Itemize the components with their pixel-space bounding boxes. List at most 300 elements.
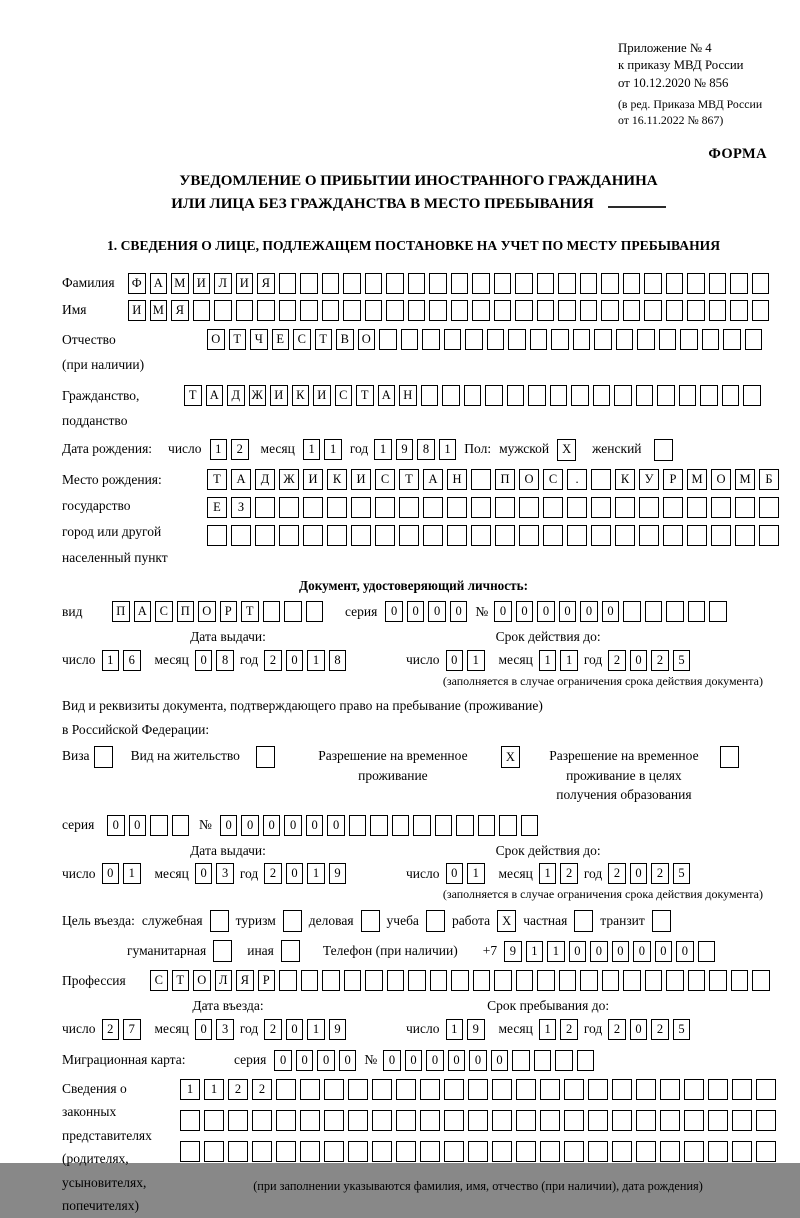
form-cell[interactable]: У bbox=[639, 469, 659, 490]
form-cell[interactable] bbox=[150, 815, 168, 836]
form-cell[interactable] bbox=[279, 273, 297, 294]
form-cell[interactable]: 2 bbox=[102, 1019, 120, 1040]
form-cell[interactable]: 0 bbox=[446, 650, 464, 671]
form-cell[interactable] bbox=[300, 1110, 320, 1131]
form-cell[interactable]: 0 bbox=[426, 1050, 444, 1071]
form-cell[interactable] bbox=[279, 497, 299, 518]
form-cell[interactable] bbox=[636, 1079, 656, 1100]
form-cell[interactable] bbox=[644, 300, 662, 321]
form-cell[interactable] bbox=[172, 815, 190, 836]
form-cell[interactable]: 0 bbox=[633, 941, 651, 962]
form-cell[interactable] bbox=[512, 1050, 530, 1071]
form-cell[interactable] bbox=[420, 1110, 440, 1131]
form-cell[interactable]: И bbox=[313, 385, 331, 406]
form-cell[interactable] bbox=[408, 970, 426, 991]
form-cell[interactable] bbox=[534, 1050, 552, 1071]
form-cell[interactable]: 0 bbox=[263, 815, 281, 836]
form-cell[interactable] bbox=[351, 525, 371, 546]
form-cell[interactable]: Н bbox=[447, 469, 467, 490]
form-cell[interactable] bbox=[732, 1141, 752, 1162]
form-cell[interactable] bbox=[471, 469, 491, 490]
form-cell[interactable] bbox=[550, 385, 568, 406]
form-cell[interactable]: И bbox=[351, 469, 371, 490]
form-cell[interactable] bbox=[180, 1141, 200, 1162]
form-cell[interactable]: 0 bbox=[537, 601, 555, 622]
form-cell[interactable] bbox=[580, 300, 598, 321]
purpose-humanitarian-checkbox[interactable] bbox=[213, 940, 232, 962]
form-cell[interactable] bbox=[612, 1079, 632, 1100]
form-cell[interactable] bbox=[708, 1110, 728, 1131]
form-cell[interactable] bbox=[207, 525, 227, 546]
form-cell[interactable]: 2 bbox=[560, 1019, 578, 1040]
form-cell[interactable] bbox=[580, 970, 598, 991]
form-cell[interactable] bbox=[752, 300, 770, 321]
form-cell[interactable]: 0 bbox=[630, 650, 648, 671]
form-cell[interactable] bbox=[660, 1141, 680, 1162]
form-cell[interactable] bbox=[602, 970, 620, 991]
form-cell[interactable]: 0 bbox=[450, 601, 468, 622]
form-cell[interactable]: 0 bbox=[286, 1019, 304, 1040]
form-cell[interactable] bbox=[759, 497, 779, 518]
form-cell[interactable] bbox=[257, 300, 275, 321]
form-cell[interactable]: О bbox=[711, 469, 731, 490]
form-cell[interactable]: А bbox=[378, 385, 396, 406]
form-cell[interactable] bbox=[745, 329, 763, 350]
form-cell[interactable]: 1 bbox=[102, 650, 120, 671]
form-cell[interactable]: 0 bbox=[469, 1050, 487, 1071]
form-cell[interactable] bbox=[444, 329, 462, 350]
form-cell[interactable] bbox=[396, 1110, 416, 1131]
form-cell[interactable]: А bbox=[423, 469, 443, 490]
form-cell[interactable]: Д bbox=[227, 385, 245, 406]
form-cell[interactable] bbox=[351, 497, 371, 518]
form-cell[interactable] bbox=[660, 1110, 680, 1131]
form-cell[interactable] bbox=[684, 1110, 704, 1131]
form-cell[interactable] bbox=[451, 970, 469, 991]
form-cell[interactable] bbox=[679, 385, 697, 406]
form-cell[interactable]: 3 bbox=[216, 863, 234, 884]
form-cell[interactable]: О bbox=[198, 601, 216, 622]
form-cell[interactable] bbox=[623, 970, 641, 991]
form-cell[interactable]: Н bbox=[399, 385, 417, 406]
form-cell[interactable]: М bbox=[735, 469, 755, 490]
form-cell[interactable] bbox=[494, 273, 512, 294]
form-cell[interactable] bbox=[601, 300, 619, 321]
residence-permit-checkbox[interactable] bbox=[256, 746, 275, 768]
form-cell[interactable]: 0 bbox=[286, 863, 304, 884]
form-cell[interactable]: 0 bbox=[306, 815, 324, 836]
form-cell[interactable]: С bbox=[293, 329, 311, 350]
form-cell[interactable]: 0 bbox=[107, 815, 125, 836]
form-cell[interactable] bbox=[322, 300, 340, 321]
form-cell[interactable] bbox=[348, 1141, 368, 1162]
form-cell[interactable]: Т bbox=[229, 329, 247, 350]
form-cell[interactable] bbox=[322, 970, 340, 991]
form-cell[interactable] bbox=[687, 497, 707, 518]
form-cell[interactable] bbox=[324, 1141, 344, 1162]
form-cell[interactable]: 5 bbox=[673, 863, 691, 884]
form-cell[interactable]: И bbox=[303, 469, 323, 490]
form-cell[interactable] bbox=[322, 273, 340, 294]
form-cell[interactable] bbox=[300, 1079, 320, 1100]
form-cell[interactable] bbox=[528, 385, 546, 406]
form-cell[interactable] bbox=[680, 329, 698, 350]
form-cell[interactable] bbox=[521, 815, 539, 836]
form-cell[interactable] bbox=[442, 385, 460, 406]
form-cell[interactable] bbox=[396, 1079, 416, 1100]
form-cell[interactable] bbox=[306, 601, 324, 622]
form-cell[interactable] bbox=[349, 815, 367, 836]
form-cell[interactable]: Т bbox=[315, 329, 333, 350]
form-cell[interactable]: 0 bbox=[102, 863, 120, 884]
form-cell[interactable]: 8 bbox=[329, 650, 347, 671]
form-cell[interactable] bbox=[708, 1141, 728, 1162]
form-cell[interactable] bbox=[723, 329, 741, 350]
visa-checkbox[interactable] bbox=[94, 746, 113, 768]
form-cell[interactable]: 8 bbox=[216, 650, 234, 671]
form-cell[interactable]: . bbox=[567, 469, 587, 490]
form-cell[interactable] bbox=[343, 300, 361, 321]
form-cell[interactable] bbox=[495, 525, 515, 546]
form-cell[interactable] bbox=[666, 300, 684, 321]
form-cell[interactable] bbox=[756, 1110, 776, 1131]
form-cell[interactable] bbox=[645, 970, 663, 991]
form-cell[interactable]: Т bbox=[172, 970, 190, 991]
form-cell[interactable]: Т bbox=[241, 601, 259, 622]
form-cell[interactable] bbox=[591, 525, 611, 546]
form-cell[interactable] bbox=[516, 1079, 536, 1100]
form-cell[interactable] bbox=[344, 970, 362, 991]
form-cell[interactable] bbox=[507, 385, 525, 406]
form-cell[interactable] bbox=[543, 497, 563, 518]
form-cell[interactable] bbox=[327, 525, 347, 546]
form-cell[interactable] bbox=[731, 970, 749, 991]
form-cell[interactable] bbox=[636, 385, 654, 406]
form-cell[interactable]: Е bbox=[272, 329, 290, 350]
form-cell[interactable]: 0 bbox=[296, 1050, 314, 1071]
form-cell[interactable]: 0 bbox=[195, 650, 213, 671]
form-cell[interactable] bbox=[615, 525, 635, 546]
form-cell[interactable] bbox=[372, 1110, 392, 1131]
form-cell[interactable] bbox=[711, 525, 731, 546]
form-cell[interactable]: 0 bbox=[491, 1050, 509, 1071]
form-cell[interactable]: 0 bbox=[655, 941, 673, 962]
form-cell[interactable] bbox=[300, 1141, 320, 1162]
form-cell[interactable]: Ч bbox=[250, 329, 268, 350]
form-cell[interactable] bbox=[752, 273, 770, 294]
form-cell[interactable] bbox=[276, 1110, 296, 1131]
form-cell[interactable]: А bbox=[206, 385, 224, 406]
form-cell[interactable]: С bbox=[375, 469, 395, 490]
purpose-work-checkbox[interactable]: X bbox=[497, 910, 516, 932]
form-cell[interactable]: 0 bbox=[612, 941, 630, 962]
form-cell[interactable]: 0 bbox=[559, 601, 577, 622]
form-cell[interactable] bbox=[472, 300, 490, 321]
form-cell[interactable] bbox=[567, 497, 587, 518]
form-cell[interactable] bbox=[709, 273, 727, 294]
form-cell[interactable] bbox=[615, 497, 635, 518]
form-cell[interactable] bbox=[447, 525, 467, 546]
form-cell[interactable] bbox=[228, 1110, 248, 1131]
form-cell[interactable]: 0 bbox=[407, 601, 425, 622]
form-cell[interactable]: С bbox=[150, 970, 168, 991]
form-cell[interactable] bbox=[392, 815, 410, 836]
form-cell[interactable] bbox=[324, 1110, 344, 1131]
form-cell[interactable] bbox=[593, 385, 611, 406]
form-cell[interactable]: 2 bbox=[231, 439, 249, 460]
form-cell[interactable]: Л bbox=[214, 273, 232, 294]
form-cell[interactable]: 0 bbox=[446, 863, 464, 884]
form-cell[interactable] bbox=[370, 815, 388, 836]
form-cell[interactable] bbox=[471, 497, 491, 518]
form-cell[interactable] bbox=[444, 1110, 464, 1131]
form-cell[interactable] bbox=[752, 970, 770, 991]
sex-female-checkbox[interactable] bbox=[654, 439, 673, 461]
form-cell[interactable]: Д bbox=[255, 469, 275, 490]
form-cell[interactable] bbox=[468, 1141, 488, 1162]
form-cell[interactable]: 0 bbox=[129, 815, 147, 836]
form-cell[interactable] bbox=[255, 497, 275, 518]
form-cell[interactable]: Б bbox=[759, 469, 779, 490]
form-cell[interactable] bbox=[451, 273, 469, 294]
form-cell[interactable] bbox=[515, 300, 533, 321]
form-cell[interactable] bbox=[387, 970, 405, 991]
form-cell[interactable] bbox=[588, 1141, 608, 1162]
purpose-tourism-checkbox[interactable] bbox=[283, 910, 302, 932]
form-cell[interactable] bbox=[508, 329, 526, 350]
form-cell[interactable] bbox=[688, 970, 706, 991]
form-cell[interactable] bbox=[386, 300, 404, 321]
form-cell[interactable] bbox=[612, 1110, 632, 1131]
form-cell[interactable] bbox=[276, 1079, 296, 1100]
form-cell[interactable] bbox=[401, 329, 419, 350]
form-cell[interactable]: О bbox=[519, 469, 539, 490]
form-cell[interactable]: Р bbox=[220, 601, 238, 622]
form-cell[interactable]: 2 bbox=[264, 650, 282, 671]
form-cell[interactable]: 0 bbox=[220, 815, 238, 836]
form-cell[interactable] bbox=[687, 273, 705, 294]
form-cell[interactable] bbox=[564, 1141, 584, 1162]
form-cell[interactable]: 0 bbox=[195, 863, 213, 884]
form-cell[interactable] bbox=[284, 601, 302, 622]
form-cell[interactable]: П bbox=[177, 601, 195, 622]
form-cell[interactable] bbox=[471, 525, 491, 546]
form-cell[interactable] bbox=[413, 815, 431, 836]
form-cell[interactable] bbox=[478, 815, 496, 836]
form-cell[interactable] bbox=[494, 300, 512, 321]
form-cell[interactable] bbox=[301, 970, 319, 991]
form-cell[interactable] bbox=[399, 497, 419, 518]
form-cell[interactable] bbox=[303, 525, 323, 546]
form-cell[interactable] bbox=[636, 1141, 656, 1162]
form-cell[interactable] bbox=[430, 970, 448, 991]
form-cell[interactable]: В bbox=[336, 329, 354, 350]
form-cell[interactable] bbox=[684, 1141, 704, 1162]
form-cell[interactable]: 0 bbox=[448, 1050, 466, 1071]
form-cell[interactable]: К bbox=[327, 469, 347, 490]
form-cell[interactable] bbox=[429, 300, 447, 321]
form-cell[interactable] bbox=[591, 469, 611, 490]
form-cell[interactable]: Ж bbox=[279, 469, 299, 490]
form-cell[interactable]: 6 bbox=[123, 650, 141, 671]
form-cell[interactable] bbox=[472, 273, 490, 294]
form-cell[interactable] bbox=[255, 525, 275, 546]
form-cell[interactable]: 8 bbox=[417, 439, 435, 460]
form-cell[interactable] bbox=[659, 329, 677, 350]
form-cell[interactable]: 2 bbox=[651, 863, 669, 884]
form-cell[interactable] bbox=[730, 273, 748, 294]
form-cell[interactable]: О bbox=[193, 970, 211, 991]
form-cell[interactable]: 0 bbox=[327, 815, 345, 836]
form-cell[interactable]: Ф bbox=[128, 273, 146, 294]
form-cell[interactable] bbox=[684, 1079, 704, 1100]
form-cell[interactable] bbox=[231, 525, 251, 546]
form-cell[interactable]: С bbox=[155, 601, 173, 622]
form-cell[interactable] bbox=[567, 525, 587, 546]
form-cell[interactable]: 0 bbox=[428, 601, 446, 622]
form-cell[interactable]: И bbox=[236, 273, 254, 294]
form-cell[interactable]: 9 bbox=[504, 941, 522, 962]
form-cell[interactable] bbox=[530, 329, 548, 350]
form-cell[interactable]: 0 bbox=[339, 1050, 357, 1071]
form-cell[interactable] bbox=[492, 1079, 512, 1100]
form-cell[interactable] bbox=[465, 329, 483, 350]
form-cell[interactable] bbox=[580, 273, 598, 294]
form-cell[interactable]: О bbox=[358, 329, 376, 350]
form-cell[interactable]: 0 bbox=[516, 601, 534, 622]
purpose-official-checkbox[interactable] bbox=[210, 910, 229, 932]
form-cell[interactable] bbox=[698, 941, 716, 962]
form-cell[interactable] bbox=[420, 1079, 440, 1100]
purpose-business-checkbox[interactable] bbox=[361, 910, 380, 932]
form-cell[interactable] bbox=[644, 273, 662, 294]
form-cell[interactable]: 0 bbox=[284, 815, 302, 836]
form-cell[interactable]: 1 bbox=[307, 1019, 325, 1040]
form-cell[interactable] bbox=[444, 1079, 464, 1100]
form-cell[interactable]: М bbox=[150, 300, 168, 321]
form-cell[interactable] bbox=[663, 525, 683, 546]
form-cell[interactable]: 0 bbox=[569, 941, 587, 962]
purpose-transit-checkbox[interactable] bbox=[652, 910, 671, 932]
form-cell[interactable] bbox=[343, 273, 361, 294]
form-cell[interactable] bbox=[263, 601, 281, 622]
form-cell[interactable]: 1 bbox=[204, 1079, 224, 1100]
form-cell[interactable] bbox=[422, 329, 440, 350]
form-cell[interactable]: 1 bbox=[180, 1079, 200, 1100]
form-cell[interactable] bbox=[423, 525, 443, 546]
form-cell[interactable] bbox=[372, 1079, 392, 1100]
form-cell[interactable] bbox=[639, 497, 659, 518]
form-cell[interactable] bbox=[577, 1050, 595, 1071]
form-cell[interactable]: Я bbox=[257, 273, 275, 294]
form-cell[interactable] bbox=[180, 1110, 200, 1131]
form-cell[interactable]: 1 bbox=[446, 1019, 464, 1040]
form-cell[interactable] bbox=[614, 385, 632, 406]
form-cell[interactable]: 9 bbox=[329, 1019, 347, 1040]
form-cell[interactable] bbox=[516, 970, 534, 991]
form-cell[interactable] bbox=[573, 329, 591, 350]
form-cell[interactable] bbox=[666, 970, 684, 991]
form-cell[interactable]: 1 bbox=[539, 650, 557, 671]
form-cell[interactable] bbox=[616, 329, 634, 350]
form-cell[interactable]: 5 bbox=[673, 1019, 691, 1040]
form-cell[interactable] bbox=[279, 525, 299, 546]
form-cell[interactable]: 1 bbox=[307, 863, 325, 884]
form-cell[interactable] bbox=[588, 1110, 608, 1131]
form-cell[interactable]: 1 bbox=[467, 650, 485, 671]
form-cell[interactable] bbox=[709, 970, 727, 991]
form-cell[interactable] bbox=[540, 1110, 560, 1131]
form-cell[interactable] bbox=[396, 1141, 416, 1162]
temp-residence-checkbox[interactable]: X bbox=[501, 746, 520, 768]
form-cell[interactable] bbox=[327, 497, 347, 518]
form-cell[interactable] bbox=[564, 1110, 584, 1131]
form-cell[interactable] bbox=[279, 300, 297, 321]
form-cell[interactable]: Т bbox=[184, 385, 202, 406]
form-cell[interactable]: 0 bbox=[405, 1050, 423, 1071]
form-cell[interactable]: К bbox=[292, 385, 310, 406]
form-cell[interactable]: П bbox=[112, 601, 130, 622]
form-cell[interactable] bbox=[492, 1141, 512, 1162]
form-cell[interactable]: Т bbox=[399, 469, 419, 490]
form-cell[interactable] bbox=[709, 601, 727, 622]
form-cell[interactable] bbox=[429, 273, 447, 294]
form-cell[interactable] bbox=[519, 497, 539, 518]
form-cell[interactable] bbox=[700, 385, 718, 406]
form-cell[interactable] bbox=[564, 1079, 584, 1100]
form-cell[interactable] bbox=[666, 601, 684, 622]
form-cell[interactable] bbox=[348, 1110, 368, 1131]
form-cell[interactable]: Я bbox=[236, 970, 254, 991]
form-cell[interactable]: 0 bbox=[580, 601, 598, 622]
form-cell[interactable] bbox=[447, 497, 467, 518]
form-cell[interactable] bbox=[743, 385, 761, 406]
purpose-study-checkbox[interactable] bbox=[426, 910, 445, 932]
form-cell[interactable] bbox=[456, 815, 474, 836]
form-cell[interactable] bbox=[612, 1141, 632, 1162]
form-cell[interactable]: 0 bbox=[630, 863, 648, 884]
form-cell[interactable]: 2 bbox=[608, 863, 626, 884]
form-cell[interactable]: 0 bbox=[241, 815, 259, 836]
form-cell[interactable] bbox=[722, 385, 740, 406]
form-cell[interactable]: И bbox=[128, 300, 146, 321]
form-cell[interactable] bbox=[558, 273, 576, 294]
form-cell[interactable] bbox=[365, 300, 383, 321]
form-cell[interactable]: 2 bbox=[651, 650, 669, 671]
form-cell[interactable]: К bbox=[615, 469, 635, 490]
form-cell[interactable] bbox=[558, 300, 576, 321]
form-cell[interactable]: 1 bbox=[374, 439, 392, 460]
form-cell[interactable] bbox=[591, 497, 611, 518]
form-cell[interactable] bbox=[540, 1141, 560, 1162]
form-cell[interactable]: 1 bbox=[123, 863, 141, 884]
form-cell[interactable]: 1 bbox=[560, 650, 578, 671]
form-cell[interactable] bbox=[666, 273, 684, 294]
form-cell[interactable] bbox=[711, 497, 731, 518]
form-cell[interactable]: Т bbox=[207, 469, 227, 490]
form-cell[interactable]: 2 bbox=[264, 863, 282, 884]
form-cell[interactable] bbox=[193, 300, 211, 321]
form-cell[interactable] bbox=[303, 497, 323, 518]
form-cell[interactable] bbox=[236, 300, 254, 321]
form-cell[interactable] bbox=[300, 300, 318, 321]
form-cell[interactable]: 2 bbox=[560, 863, 578, 884]
form-cell[interactable] bbox=[730, 300, 748, 321]
form-cell[interactable] bbox=[324, 1079, 344, 1100]
form-cell[interactable]: 0 bbox=[286, 650, 304, 671]
form-cell[interactable] bbox=[421, 385, 439, 406]
form-cell[interactable] bbox=[623, 300, 641, 321]
